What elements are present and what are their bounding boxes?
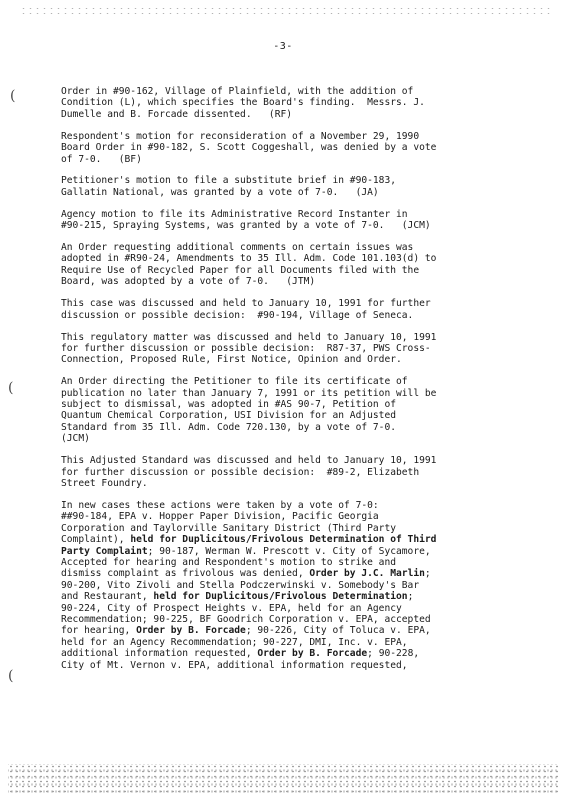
document-body xyxy=(61,86,511,681)
bold-phrase: held for Duplicitous/Frivolous Determination xyxy=(153,591,408,603)
paragraph: This regulatory matter was discussed and held to January 10, 1991 for further discussion or possible decision: R87-37, PWS Cross- Connection, Proposed Rule, First Notice, Opinion and Order. xyxy=(61,331,437,366)
paragraph: An Order requesting additional comments on certain issues was adopted in #R90-24, Amendments to 35 Ill. Adm. Code 101.103(d) to Require Use of Recycled Paper for all Documents filed with the Board, was adopted by a vote of 7-0. (JTM) xyxy=(61,242,437,288)
margin-mark: ( xyxy=(10,88,16,104)
paragraph: This Adjusted Standard was discussed and held to January 10, 1991 for further discussion or possible decision: #89-2, Elizabeth Street Foundry. xyxy=(61,455,437,489)
margin-mark: ( xyxy=(8,668,14,684)
paragraph: Order in #90-162, Village of Plainfield, with the addition of Condition (L), which specifies the Board's finding. Messrs. J. Dumelle and B. Forcade dissented. (RF) xyxy=(61,86,425,120)
page-number: -3- xyxy=(273,41,293,52)
paragraph: Respondent's motion for reconsideration of a November 29, 1990 Board Order in #90-182, S. Scott Coggeshall, was denied by a vote of 7-0. (BF) xyxy=(61,130,437,165)
scan-noise-top xyxy=(20,6,550,16)
paragraph: Petitioner's motion to file a substitute brief in #90-183, Gallatin National, was granted by a vote of 7-0. (JA) xyxy=(61,175,397,198)
paragraph: An Order directing the Petitioner to file its certificate of publication no later than January 7, 1991 or its petition will be subject to dismissal, was adopted in #AS 90-7, Petition of Quantum Chemical Corporation, USI Division for an Adjusted Standard from 35 Ill. Adm. Code 720.130, by a vote of 7-0. (JCM) xyxy=(61,376,437,445)
bold-phrase: Order by B. Forcade xyxy=(257,648,368,660)
paragraph: This case was discussed and held to January 10, 1991 for further discussion or possible decision: #90-194, Village of Seneca. xyxy=(61,298,431,321)
bold-phrase: Order by B. Forcade xyxy=(136,625,246,637)
scan-noise-bottom xyxy=(8,764,558,794)
bold-phrase: Order by J.C. Marlin xyxy=(309,568,425,580)
new-cases-paragraph: In new cases these actions were taken by a vote of 7-0: ##90-184, EPA v. Hopper Paper Division, Pacific Georgia Corporation and Taylorville Sanitary District (Third Party Complaint), held for Duplicitous/Frivolous Determination of Third Party Complaint; 90-187, Werman W. Prescott v. City of Sycamore, Accepted for hearing and Respondent's motion to strike and dismiss complaint as frivolous was denied, Order by J.C. Marlin; 90-200, Vito Zivoli and Stella Podczerwinski v. Somebody's Bar and Restaurant, held for Duplicitous/Frivolous Determination; 90-224, City of Prospect Heights v. EPA, held for an Agency Recommendation; 90-225, BF Goodrich Corporation v. EPA, accepted for hearing, Order by B. Forcade; 90-226, City of Toluca v. EPA, held for an Agency Recommendation; 90-227, DMI, Inc. v. EPA, additional information requested, Order by B. Forcade; 90-228, City of Mt. Vernon v. EPA, additional information requested, xyxy=(61,499,437,671)
bold-phrase: held for Duplicitous/Frivolous Determination of Third Party Complaint xyxy=(61,534,437,557)
margin-mark: ( xyxy=(8,380,14,396)
paragraph: Agency motion to file its Administrative Record Instanter in #90-215, Spraying Systems, was granted by a vote of 7-0. (JCM) xyxy=(61,208,431,232)
